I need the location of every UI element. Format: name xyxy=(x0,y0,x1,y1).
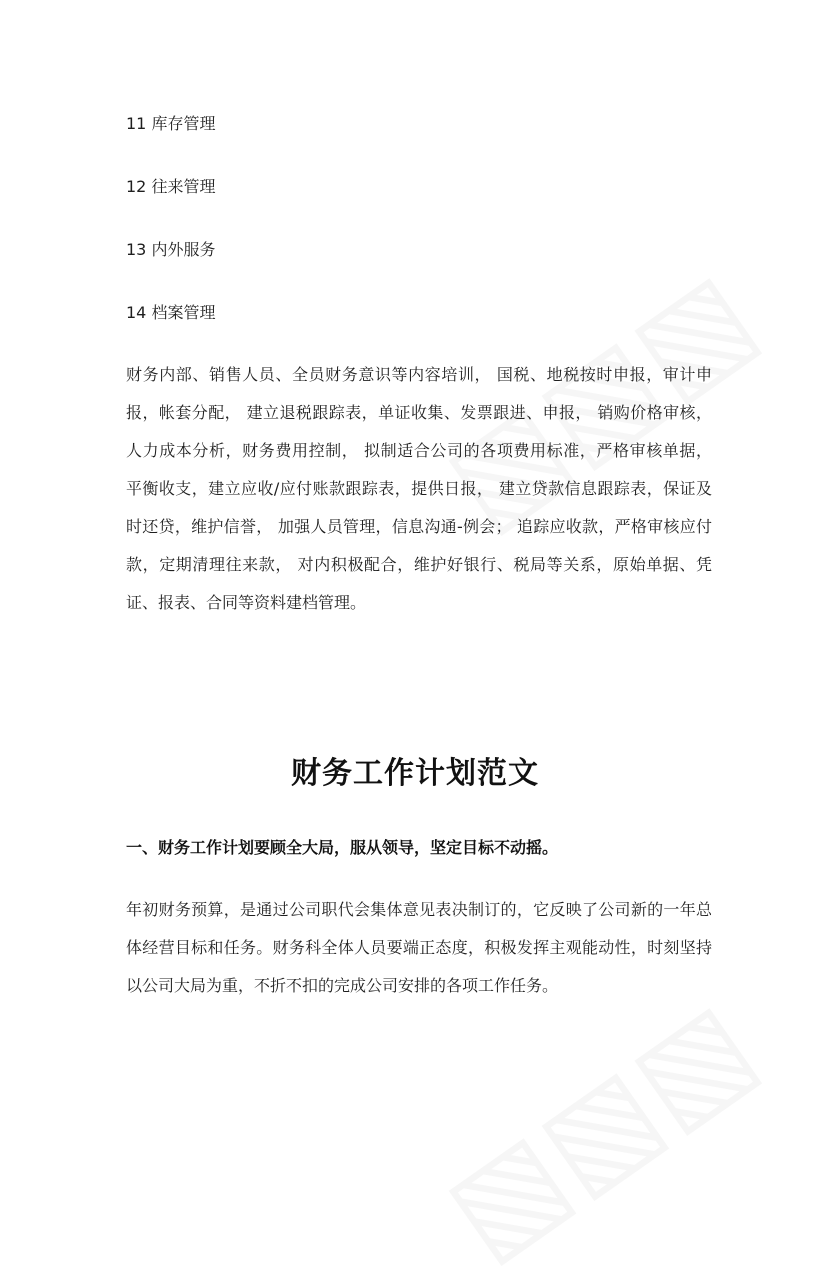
summary-paragraph: 财务内部、销售人员、全员财务意识等内容培训， 国税、地税按时申报，审计申报，帐套分配， 建立退税跟踪表，单证收集、发票跟进、申报， 销购价格审核，人力成本分析，财务费用控制， 拟制适合公司的各项费用标准，严格审核单据， 平衡收支，建立应收/应付账款跟踪表，提供日报， 建立贷款信息跟踪表，保证及时还贷，维护信誉， 加强人员管理，信息沟通-例会； 追踪应收款，严格审核应付款，定期清理往来款， 对内积极配合，维护好银行、税局等关系，原始单据、凭证、报表、合同等资料建档管理。 xyxy=(126,365,712,612)
list-item-services: 13 内外服务 xyxy=(126,240,216,259)
body-paragraph: 年初财务预算，是通过公司职代会集体意见表决制订的，它反映了公司新的一年总体经营目标和任务。财务科全体人员要端正态度，积极发挥主观能动性，时刻坚持以公司大局为重，不折不扣的完成公司安排的各项工作任务。 xyxy=(126,900,712,995)
list-item-accounts: 12 往来管理 xyxy=(126,177,216,196)
page-title: 财务工作计划范文 xyxy=(291,756,539,791)
watermark xyxy=(421,975,779,1284)
list-item-archives: 14 档案管理 xyxy=(126,303,216,322)
section-heading: 一、财务工作计划要顾全大局，服从领导，坚定目标不动摇。 xyxy=(126,838,559,857)
list-item-inventory: 11 库存管理 xyxy=(126,114,216,133)
